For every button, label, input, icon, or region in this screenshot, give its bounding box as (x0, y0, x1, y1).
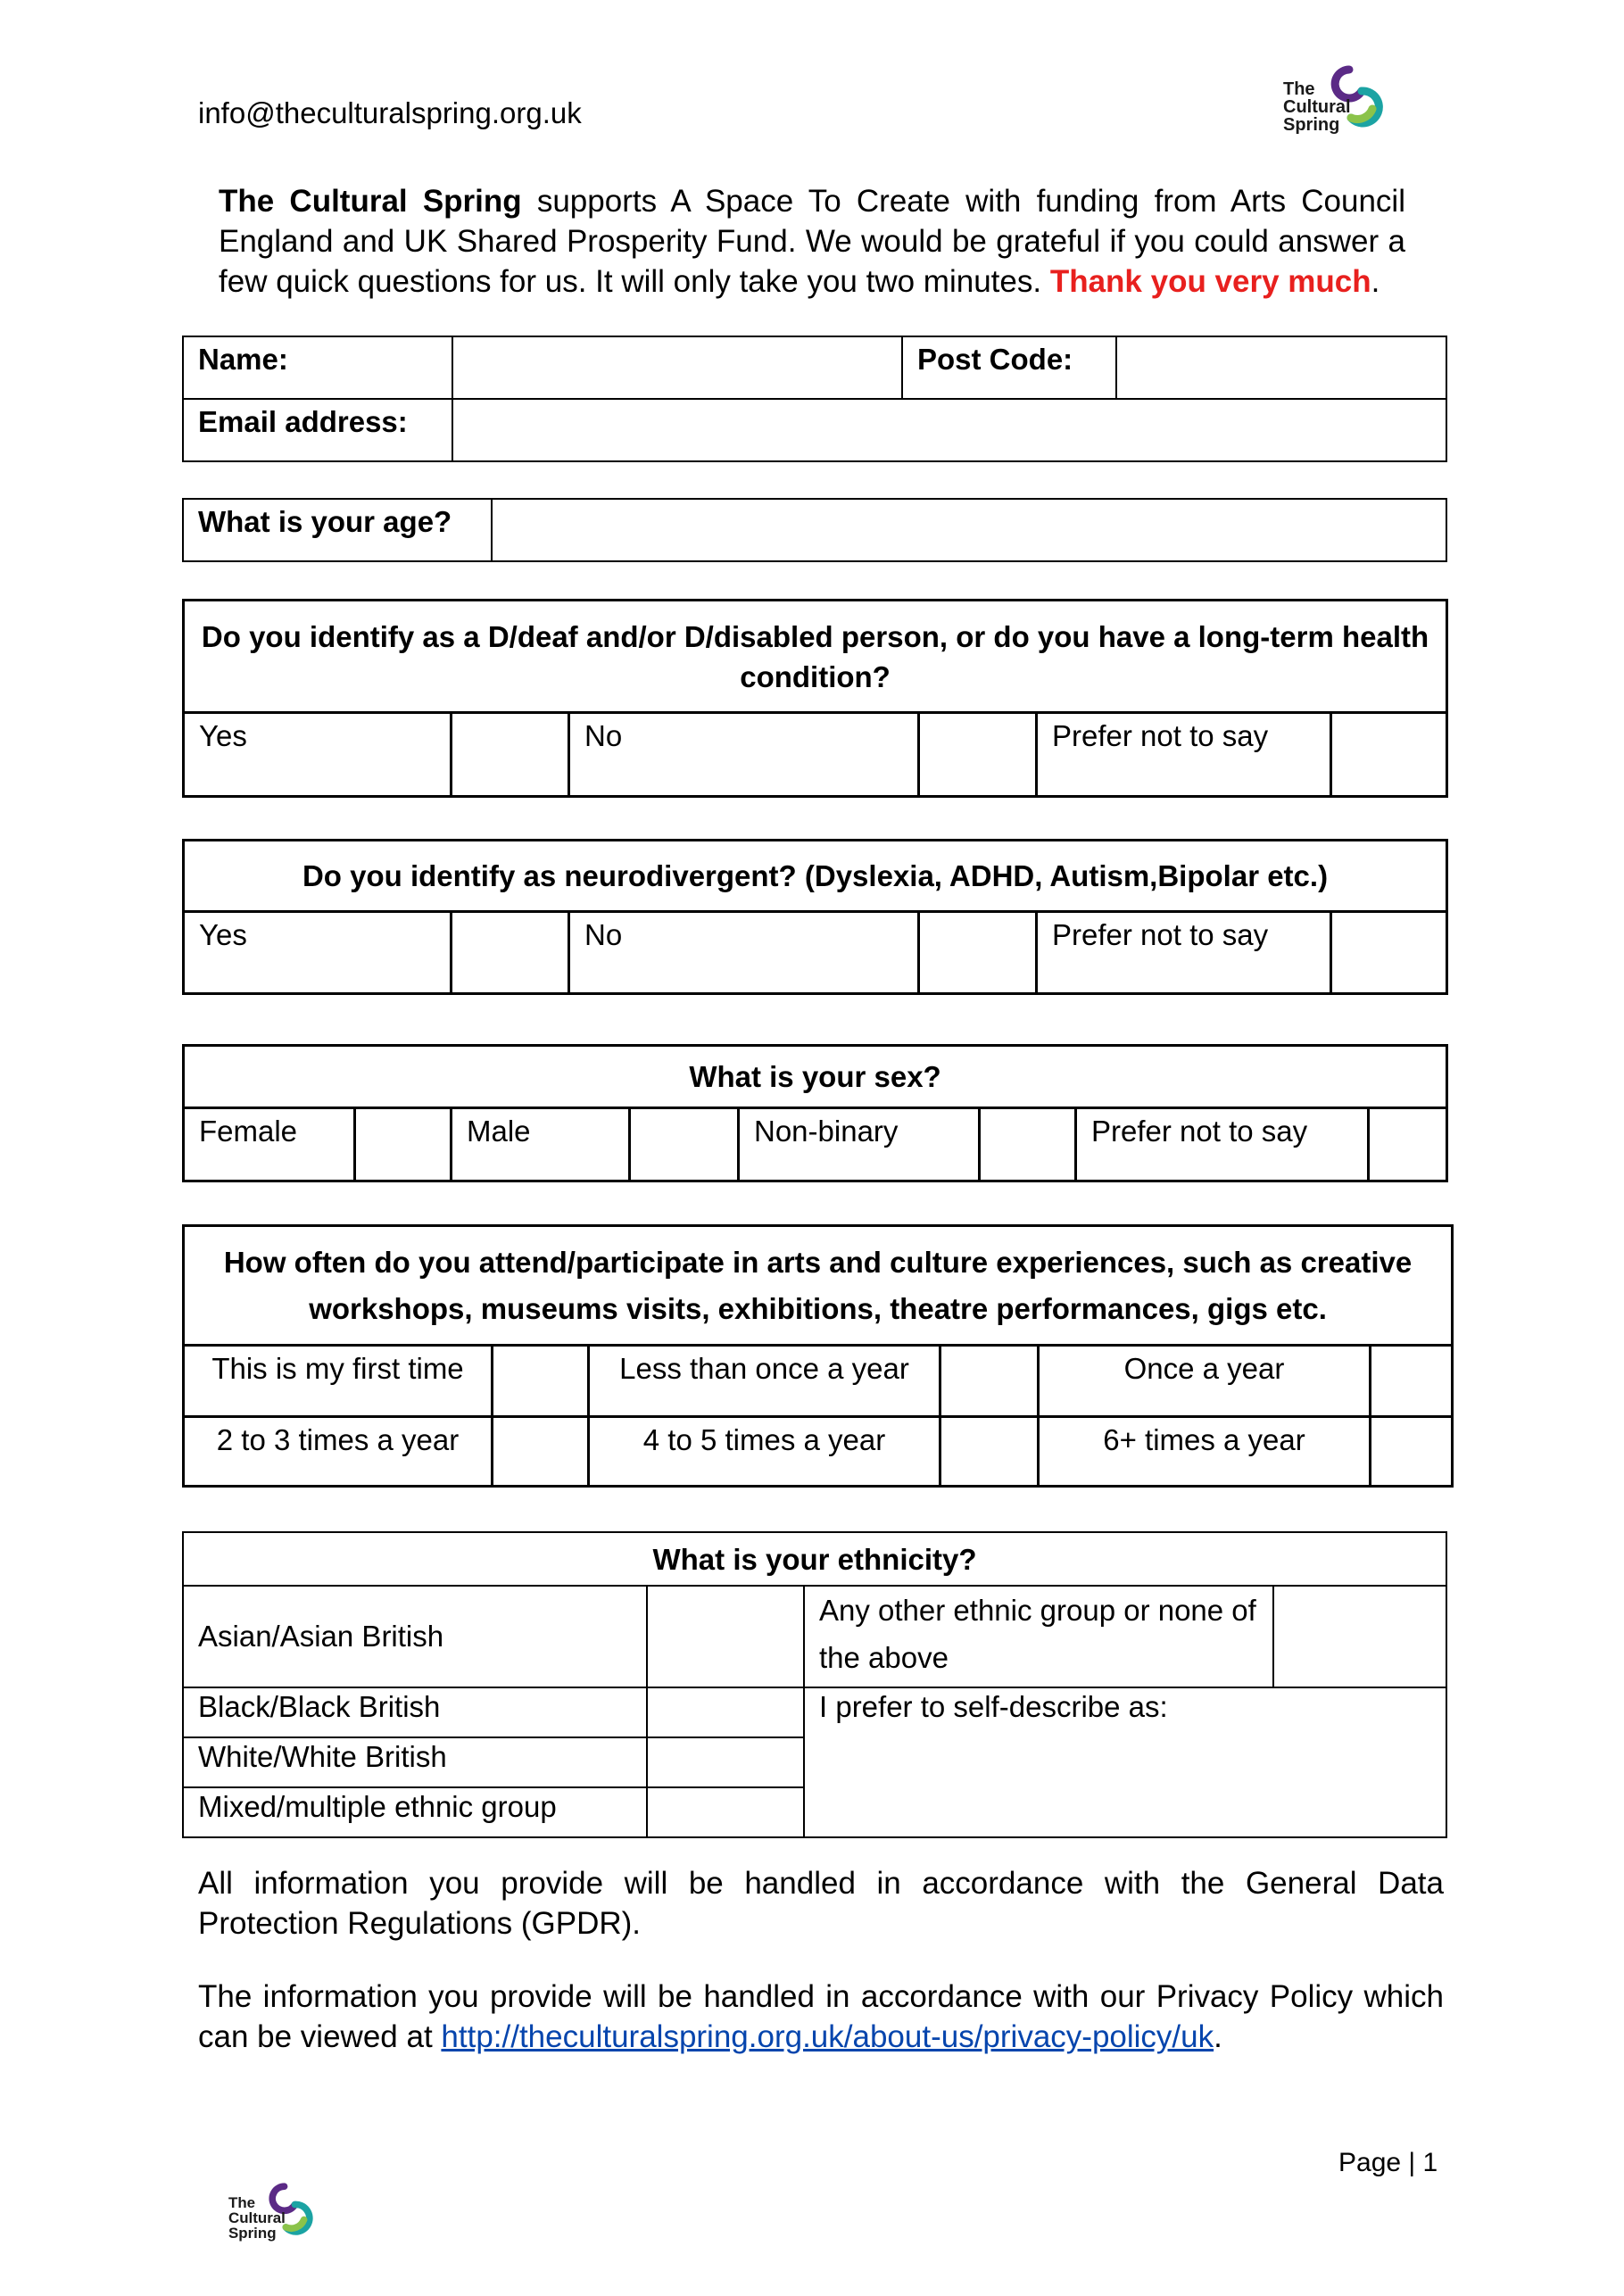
disability-yes-box[interactable] (452, 713, 569, 797)
sex-female-box[interactable] (355, 1108, 452, 1181)
privacy-policy-link[interactable]: http://theculturalspring.org.uk/about-us/privacy-policy/uk (441, 2019, 1214, 2054)
sex-question: What is your sex? (184, 1046, 1447, 1108)
disability-table (182, 599, 1448, 798)
ethnicity-option-black: Black/Black British (183, 1687, 647, 1737)
frequency-option-first-time: This is my first time (184, 1346, 493, 1417)
sex-option-female: Female (184, 1108, 355, 1181)
cultural-spring-logo (1283, 57, 1399, 143)
neuro-question: Do you identify as neurodivergent? (Dyslexia, ADHD, Autism,Bipolar etc.) (184, 841, 1447, 912)
name-field[interactable] (452, 336, 902, 399)
header-email: info@theculturalspring.org.uk (198, 96, 582, 129)
ethnicity-black-box[interactable] (647, 1687, 804, 1737)
page-number: Page | 1 (1338, 2148, 1438, 2177)
intro-paragraph (219, 181, 1405, 302)
intro-period: . (1371, 264, 1380, 299)
neuro-no-box[interactable] (919, 912, 1037, 994)
footer-logo-line-3: Spring (228, 2224, 277, 2242)
frequency-2-3-box[interactable] (493, 1417, 589, 1487)
disability-prefer-not-box[interactable] (1331, 713, 1447, 797)
neuro-option-yes: Yes (184, 912, 452, 994)
frequency-option-2-3: 2 to 3 times a year (184, 1417, 493, 1487)
disability-option-prefer-not: Prefer not to say (1037, 713, 1331, 797)
ethnicity-question: What is your ethnicity? (183, 1532, 1446, 1586)
frequency-4-5-box[interactable] (940, 1417, 1039, 1487)
email-field[interactable] (452, 399, 1446, 461)
sex-table (182, 1044, 1448, 1182)
privacy-paragraph (198, 1977, 1444, 2057)
ethnicity-mixed-box[interactable] (647, 1787, 804, 1837)
neuro-option-prefer-not: Prefer not to say (1037, 912, 1331, 994)
sex-prefer-not-box[interactable] (1369, 1108, 1447, 1181)
sex-option-non-binary: Non-binary (739, 1108, 980, 1181)
age-label: What is your age? (183, 499, 492, 561)
intro-org: The Cultural Spring (219, 184, 522, 219)
sex-male-box[interactable] (630, 1108, 739, 1181)
ethnicity-option-mixed: Mixed/multiple ethnic group (183, 1787, 647, 1837)
sex-option-prefer-not: Prefer not to say (1076, 1108, 1369, 1181)
ethnicity-asian-box[interactable] (647, 1586, 804, 1687)
frequency-table (182, 1224, 1454, 1488)
ethnicity-other-box[interactable] (1273, 1586, 1446, 1687)
contact-table (182, 336, 1447, 462)
postcode-label: Post Code: (902, 336, 1116, 399)
disability-no-box[interactable] (919, 713, 1037, 797)
ethnicity-option-asian: Asian/Asian British (183, 1586, 647, 1687)
name-label: Name: (183, 336, 452, 399)
neuro-table (182, 839, 1448, 995)
disability-option-no: No (569, 713, 919, 797)
frequency-option-less-than-once: Less than once a year (589, 1346, 940, 1417)
gdpr-paragraph: All information you provide will be handled in accordance with the General Data Protection Regulations (GPDR). (198, 1866, 1444, 1941)
ethnicity-white-box[interactable] (647, 1737, 804, 1787)
footer-logo-line-2: Cultural (228, 2209, 286, 2226)
age-table (182, 498, 1447, 562)
neuro-option-no: No (569, 912, 919, 994)
footer-logo-line-1: The (228, 2193, 256, 2211)
logo-line-1: The (1283, 79, 1315, 99)
disability-option-yes: Yes (184, 713, 452, 797)
ethnicity-table (182, 1531, 1447, 1838)
ethnicity-option-white: White/White British (183, 1737, 647, 1787)
sex-non-binary-box[interactable] (980, 1108, 1076, 1181)
ethnicity-self-describe-label: I prefer to self-describe as: (819, 1690, 1168, 1723)
neuro-yes-box[interactable] (452, 912, 569, 994)
frequency-option-6-plus: 6+ times a year (1039, 1417, 1371, 1487)
logo-line-3: Spring (1283, 115, 1340, 135)
privacy-period: . (1214, 2019, 1222, 2054)
frequency-question: How often do you attend/participate in arts and culture experiences, such as creative workshops, museums visits, exhibitions, theatre performances, gigs etc. (184, 1226, 1453, 1346)
intro-thanks: Thank you very much (1049, 264, 1371, 299)
disability-question: Do you identify as a D/deaf and/or D/disabled person, or do you have a long-term health condition? (184, 601, 1447, 713)
cultural-spring-logo-footer (228, 2176, 327, 2249)
email-label: Email address: (183, 399, 452, 461)
ethnicity-option-other: Any other ethnic group or none of the above (804, 1586, 1273, 1687)
logo-line-2: Cultural (1283, 97, 1351, 117)
neuro-prefer-not-box[interactable] (1331, 912, 1447, 994)
sex-option-male: Male (452, 1108, 630, 1181)
frequency-option-4-5: 4 to 5 times a year (589, 1417, 940, 1487)
frequency-first-time-box[interactable] (493, 1346, 589, 1417)
age-field[interactable] (492, 499, 1446, 561)
frequency-once-box[interactable] (1371, 1346, 1453, 1417)
frequency-less-than-once-box[interactable] (940, 1346, 1039, 1417)
frequency-option-once: Once a year (1039, 1346, 1371, 1417)
intro-text: supports A Space To Create with funding from Arts Council England and UK Shared Prosperity Fund. We would be grateful if you could answer a few quick questions for us. It will only take you two minutes. (219, 184, 1405, 299)
frequency-6-plus-box[interactable] (1371, 1417, 1453, 1487)
ethnicity-self-describe[interactable] (804, 1687, 1446, 1837)
postcode-field[interactable] (1116, 336, 1446, 399)
privacy-text: The information you provide will be handled in accordance with our Privacy Policy which can be viewed at (198, 1979, 1444, 2054)
